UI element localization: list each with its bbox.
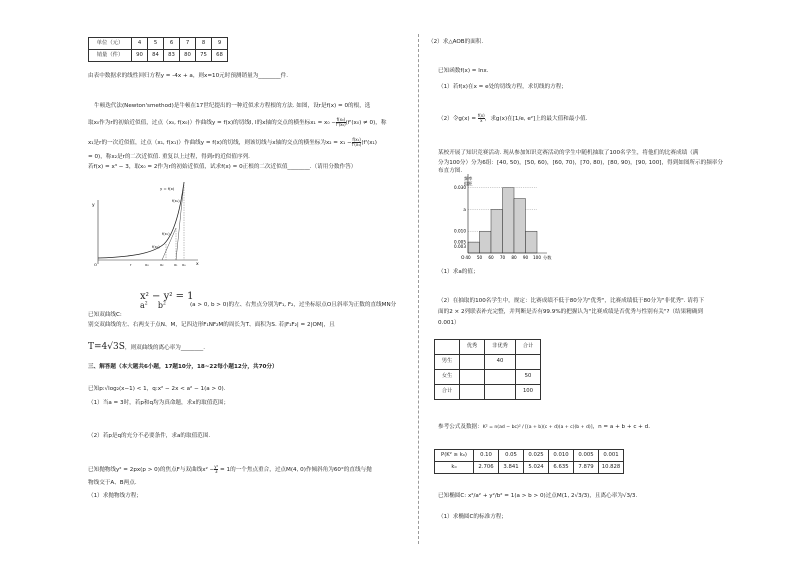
table-header-cell [435, 340, 460, 355]
eq-y: y [163, 291, 170, 302]
newton-paragraph-2 [88, 118, 386, 128]
contingency-table [434, 339, 541, 400]
q19-text: （2）令g(x) = [438, 116, 478, 122]
y-tick-label: 0.010 [454, 228, 466, 234]
table-cell: 0.010 [549, 450, 574, 462]
table-cell: 40 [485, 355, 516, 370]
eq-tail: = 1 [172, 291, 194, 302]
tangent-line [176, 182, 184, 260]
x1-label: x₁ [174, 263, 178, 267]
q18-text: = 1的一个焦点重合，过点M(4, 0)作倾斜角为60°的直线与抛 [218, 467, 372, 473]
axis-label-y: y [92, 203, 95, 208]
table-cell: 5 [148, 38, 164, 50]
table-cell: 0.025 [524, 450, 549, 462]
root-label: r [130, 263, 132, 267]
x3-label: x₃ [145, 263, 149, 267]
reference-k2: K² = n(ad − bc)² / [(a + b)(c + d)(a + c)(b + d)] [482, 425, 593, 430]
x-tick-label: 50 [476, 255, 483, 260]
table-header-cell: 合计 [516, 340, 541, 355]
hyperbola-denominators [140, 301, 166, 312]
table-cell: 80 [180, 50, 196, 62]
table-row [435, 462, 624, 474]
x-tick-label: 60 [488, 255, 494, 260]
table-row [435, 385, 541, 400]
table-header-cell: P(K² ≥ k₀) [435, 450, 474, 462]
newton-paragraph-1: 牛顿迭代法(Newton'smethod)是牛顿在17世纪提出的一种近似求方程根的方法. 如图，设r是f(x) = 0的根，选 [94, 103, 371, 109]
table-cell: 10.828 [599, 462, 624, 474]
table-cell: 8 [196, 38, 212, 50]
table-cell [485, 385, 516, 400]
point-label: f(x₁) [162, 232, 170, 236]
price-sales-table [88, 37, 228, 62]
table-cell: 7 [180, 38, 196, 50]
question-18-part-2: （2）求△AOB的面积. [428, 39, 484, 45]
q19-fraction [478, 114, 485, 123]
histogram-bar [526, 231, 538, 253]
question-20-stem-2: 分为100分）分为6组：[40, 50)，[50, 60)，[60, 70)，[70, 80)，[80, 90)，[90, 100]，得到如图所示的频率分布直方图. [438, 160, 723, 174]
table-cell: 75 [196, 50, 212, 62]
histogram-bar [480, 231, 492, 253]
question-17-stem: 已知p:√log₂(x−1) < 1，q:x² − 2x < a² − 1(a > 0). [88, 386, 226, 392]
critical-value-table [434, 449, 624, 474]
table-cell: 合计 [435, 385, 460, 400]
hyperbola-text-4 [88, 341, 205, 353]
q19-text: ，求g(x)在[1/e, e²]上的最大值和最小值. [484, 116, 588, 122]
x-tick-label: 70 [499, 255, 506, 260]
eq-b: b [157, 301, 163, 310]
table-header-cell: 优秀 [460, 340, 485, 355]
eq-x: x [140, 291, 146, 302]
question-20-stem-1: 某校开展了知识竞赛活动. 现从参加知识竞赛活动的学生中随机抽取了100名学生，将他们的比赛成绩（满 [438, 150, 699, 156]
table-cell: 84 [148, 50, 164, 62]
fraction-numerator: y² [214, 464, 219, 469]
fraction-numerator: f(x) [477, 113, 485, 118]
y-axis-label-bottom: 组距 [464, 181, 473, 186]
table-row [435, 340, 541, 355]
table-cell: 9 [212, 38, 228, 50]
newton-text: x₁是r的一次近似值，过点（x₁, f(x₁)）作曲线y = f(x)的切线，则该切线与x轴的交点的横坐标为x₂ = x₁ − [88, 140, 352, 146]
table-header-cell: 销量（件） [89, 50, 132, 62]
x0-label: x₀ [182, 263, 186, 267]
frequency-histogram [432, 171, 577, 263]
table-row [435, 370, 541, 385]
table-cell: 6 [164, 38, 180, 50]
table-cell: 5.024 [524, 462, 549, 474]
histogram-bar [503, 188, 515, 253]
table-cell [485, 370, 516, 385]
fraction-denominator: f'(x₁) [351, 142, 362, 147]
newton-text: (f'(x₀) ≠ 0)，称 [345, 120, 387, 126]
origin-label: O [94, 262, 97, 267]
x-axis-label: 分数 [543, 255, 552, 260]
table-cell: 0.05 [499, 450, 524, 462]
table-cell: 6.635 [549, 462, 574, 474]
table-cell: 50 [516, 370, 541, 385]
question-20-part-2-line-1: （2）在抽取的100名学生中，规定：比赛成绩不低于80分为"优秀"，比赛成绩低于80分为"非优秀". 请将下 [438, 298, 705, 304]
origin-label: O [461, 256, 465, 261]
table-row [89, 38, 228, 50]
fraction-numerator: f(x₀) [336, 117, 346, 122]
newton-paragraph-4: = 0)，称x₂是r的二次近似值. 重复以上过程，得到r的近似值序列. [88, 154, 250, 160]
table-cell: 0.005 [574, 450, 599, 462]
curve-label: y = f(x) [160, 186, 175, 191]
newton-fraction-2 [352, 138, 362, 147]
eq-power: 2 [145, 292, 149, 299]
hyperbola-text-3: 别交双曲线的左、右两支于点N、M，记四边形F₁NF₂M的周长为T、面积为S. 若|F₁F₂| = 2|OM|，且 [88, 322, 335, 328]
table-cell: 女生 [435, 370, 460, 385]
y-tick-label: a [463, 206, 466, 212]
newton-paragraph-3 [88, 138, 377, 148]
table-cell: 3.841 [499, 462, 524, 474]
hyperbola-text-2: (a > 0, b > 0)的左、右焦点分别为F₁, F₂，过坐标原点O且斜率为正数的直线MN分 [190, 302, 397, 308]
fraction-denominator: f'(x₀) [336, 122, 346, 127]
reference-formula [438, 424, 650, 432]
question-18-stem [88, 465, 372, 475]
table-row [89, 50, 228, 62]
newton-text: (f'(x₁) [361, 140, 377, 146]
question-20-part-2-line-3: 0.001） [438, 320, 460, 326]
question-21-stem: 已知椭圆C: x²/a² + y²/b² = 1(a > b > 0)过点M(1, 2√3/3)，且离心率为√3/3. [438, 493, 638, 499]
column-divider [418, 34, 419, 544]
table-row [435, 450, 624, 462]
table-cell: 0.001 [599, 450, 624, 462]
fraction-denominator: x [480, 118, 483, 123]
reference-n: ，n = a + b + c + d. [592, 424, 650, 430]
y-tick-label: 0.003 [454, 243, 466, 249]
table-cell: 男生 [435, 355, 460, 370]
table-cell: 4 [132, 38, 148, 50]
histogram-bar [468, 242, 480, 253]
table-cell [516, 355, 541, 370]
point-label: f(x₀) [172, 199, 180, 203]
table-cell [460, 355, 485, 370]
newton-graph [90, 176, 202, 268]
histogram-bar [491, 209, 503, 253]
x2-label: x₂ [160, 263, 164, 267]
table-cell: 68 [212, 50, 228, 62]
hyperbola-tail: ，则双曲线的离心率为________. [124, 345, 205, 351]
q18-text: 已知抛物线y² = 2px(p > 0)的焦点F与双曲线x² − [88, 467, 215, 473]
point-label: f(x₂) [152, 245, 160, 249]
question-17-part-2: （2）若p是q的充分不必要条件，求a的取值范围. [88, 433, 211, 439]
table-header-cell: 单位（元） [89, 38, 132, 50]
fraction-numerator: f(x₁) [352, 137, 361, 142]
table-header-cell: 非优秀 [485, 340, 516, 355]
reference-label: 参考公式及数据： [438, 424, 483, 430]
table-cell: 100 [516, 385, 541, 400]
hyperbola-equation: $x^2 - y^2 = 1$ [140, 291, 194, 302]
x-tick-label: 40 [465, 255, 471, 260]
question-21-part-1: （1）求椭圆C的标准方程； [438, 514, 507, 520]
table-cell: 2.706 [474, 462, 499, 474]
section-heading: 三、解答题（本大题共6小题，17题10分，18~22每小题12分，共70分） [88, 364, 278, 370]
newton-text: 取x₀作为r的初始近似值，过点（x₀, f(x₀)）作曲线y = f(x)的切线l, l的x轴的交点的横坐标x₁ = x₀ − [88, 120, 337, 126]
regression-question: 由表中数据求的线性回归方程y = -4x + a，则x=10元时预测销量为________件. [88, 73, 289, 79]
axis-label-x: x [196, 262, 199, 267]
fraction-denominator: 3 [215, 469, 218, 474]
question-20-part-1: （1）求a的值； [438, 269, 479, 275]
table-cell [460, 385, 485, 400]
left-column [88, 0, 413, 562]
y-tick-label: 0.005 [454, 239, 466, 245]
question-19-stem: 已知函数f(x) = lnx. [438, 68, 489, 74]
question-18-part-1: （1）求抛物线方程； [88, 493, 142, 499]
newton-fraction-1 [336, 118, 346, 127]
x-tick-label: 90 [522, 255, 529, 260]
table-row [435, 355, 541, 370]
question-17-part-1: （1）当a = 3时，若p和q均为真命题，求x的取值范围； [88, 400, 230, 406]
newton-paragraph-5: 若f(x) = x³ − 3，取x₀ = 2作为r的初始近似值，试求f(x) = 0正根的二次近似值________.（请用分数作答） [88, 164, 357, 170]
question-20-part-2-line-2: 面的2 × 2列联表补充完整，并判断是否有99.9%的把握认为"比赛成绩是否优秀与性别有关"?（结果精确到 [438, 309, 703, 315]
hyperbola-condition: T=4√3S [88, 342, 125, 352]
hyperbola-text-1 [88, 312, 122, 320]
eq-power: 2 [162, 301, 166, 307]
x-tick-label: 80 [511, 255, 517, 260]
eq-power: 2 [144, 301, 148, 307]
table-cell: 0.10 [474, 450, 499, 462]
hyperbola-intro: 已知双曲线C: [88, 312, 122, 318]
right-column [428, 0, 728, 562]
table-cell: 83 [164, 50, 180, 62]
table-cell: 7.879 [574, 462, 599, 474]
y-tick-label: 0.030 [454, 185, 466, 191]
eq-a: a [140, 301, 145, 310]
eq-power: 2 [169, 292, 173, 299]
curve [98, 182, 184, 258]
x-tick-label: 100 [533, 255, 541, 260]
table-cell [460, 370, 485, 385]
table-header-cell: k₀ [435, 462, 474, 474]
table-cell: 90 [132, 50, 148, 62]
y-axis-label-top: 频率 [464, 176, 473, 181]
histogram-bars [468, 188, 537, 253]
question-19-part-1: （1）若f(x)在x = e处的切线方程，求切线的方程； [438, 84, 567, 90]
question-19-part-2 [438, 114, 587, 124]
question-18-stem-2: 物线交于A、B两点. [88, 480, 137, 486]
histogram-bar [514, 199, 526, 253]
